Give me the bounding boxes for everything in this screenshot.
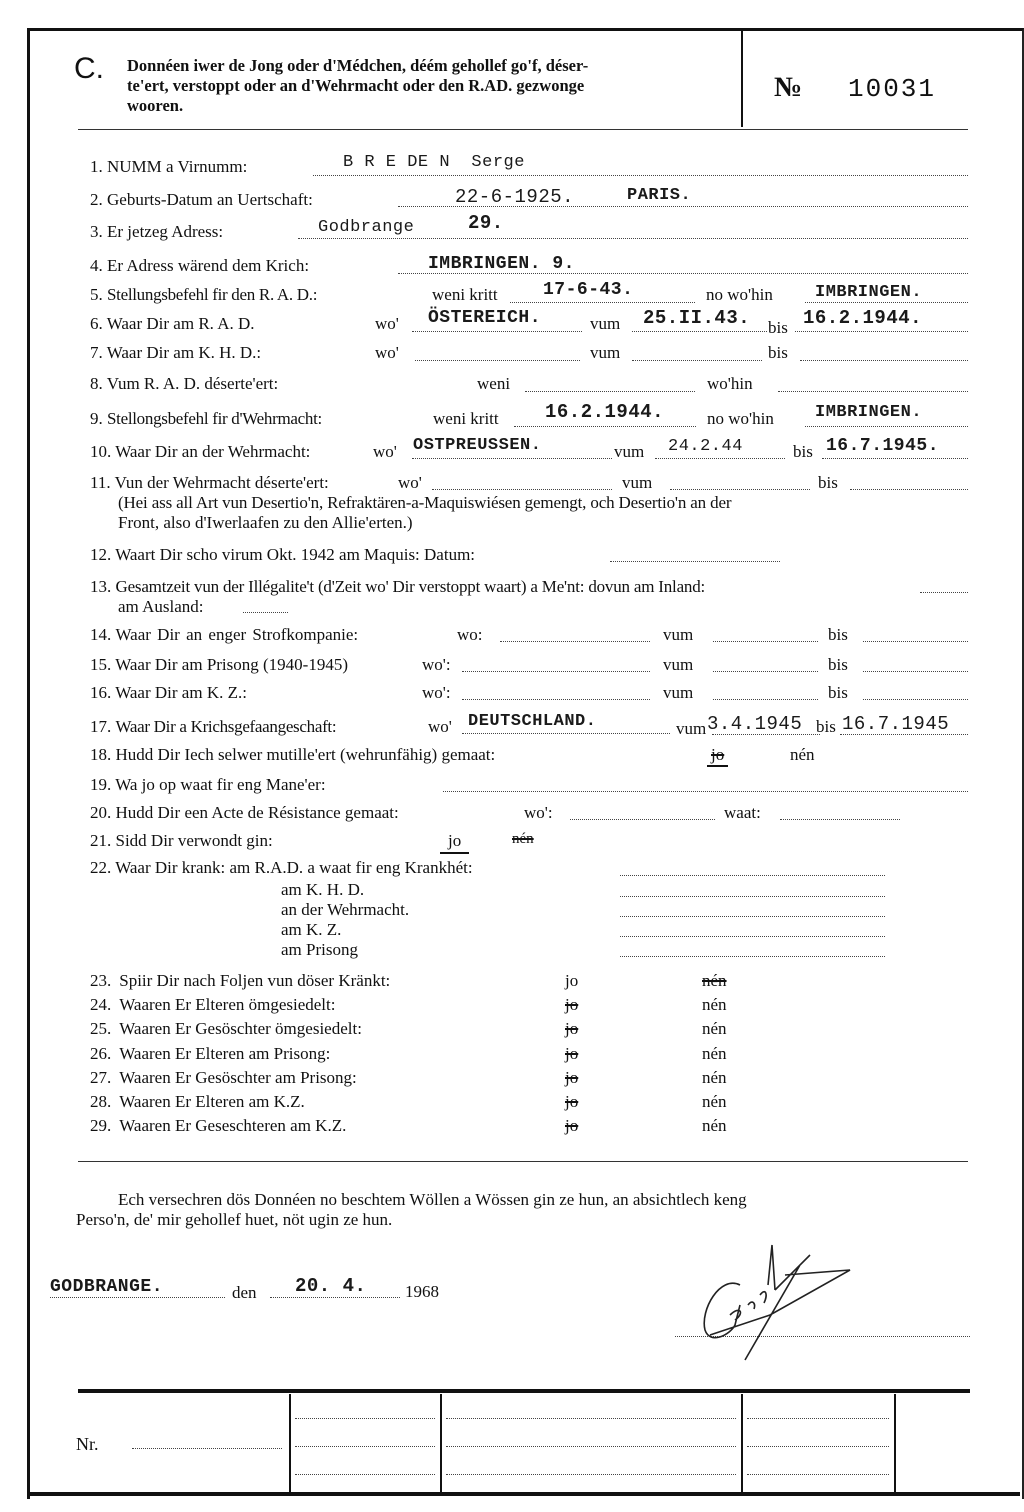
item-number: 21. — [90, 831, 112, 850]
nen-option[interactable]: nén — [702, 971, 727, 990]
item-label: Spiir Dir nach Foljen vun döser Kränkt: — [119, 971, 391, 990]
item-label: Waaren Er Gesöschter ömgesiedelt: — [119, 1019, 362, 1039]
illness-rad-field[interactable] — [620, 875, 885, 876]
section-letter: C. — [74, 52, 104, 85]
footer-field-a3[interactable] — [295, 1474, 435, 1475]
wehrmacht-wo-line — [412, 458, 612, 459]
item-17 — [90, 717, 336, 737]
item-3 — [90, 222, 223, 242]
wehrmacht-wo-value[interactable]: OSTPREUSSEN. — [413, 436, 542, 455]
yes-no-row — [90, 1019, 362, 1039]
rad-desert-when-field[interactable] — [525, 391, 695, 392]
footer-field-c1[interactable] — [747, 1418, 889, 1419]
pow-wo-value[interactable]: DEUTSCHLAND. — [468, 712, 597, 731]
rad-bis-value[interactable]: 16.2.1944. — [803, 307, 923, 329]
wehrmacht-bis-label: bis — [793, 442, 813, 461]
rad-wo-line — [412, 331, 582, 332]
birth-place-value[interactable]: PARIS. — [627, 186, 692, 205]
item-number: 3. — [90, 222, 103, 241]
rad-vum-line — [632, 331, 767, 332]
footer-col-divider-1 — [289, 1394, 291, 1492]
signature-image — [690, 1235, 930, 1365]
jo-option[interactable]: jo — [565, 1067, 579, 1087]
desert-vum-label: vum — [622, 473, 653, 492]
item-number: 9. — [90, 409, 103, 428]
penal-bis-label: bis — [828, 625, 848, 644]
item-label: Waar Dir am R. A. D. — [106, 314, 255, 333]
kz-vum-label: vum — [663, 683, 694, 702]
item-15 — [90, 655, 348, 675]
form-number: 10031 — [848, 74, 937, 104]
item-label: Waaren Er Gesöschter am Prisong: — [119, 1067, 357, 1087]
item-label: Waaren Er Geseschteren am K.Z. — [119, 1116, 347, 1136]
item-18 — [90, 745, 495, 765]
date-line — [270, 1297, 400, 1298]
war-address-value[interactable]: IMBRINGEN. 9. — [428, 254, 575, 274]
number-symbol: № — [774, 72, 803, 103]
yes-no-row — [90, 971, 390, 991]
item-5 — [90, 285, 317, 305]
item-label: Waar Dir am K. Z.: — [115, 683, 247, 702]
item-number: 28. — [90, 1092, 112, 1111]
kz-wo-label: wo': — [422, 683, 451, 702]
khd-vum-field[interactable] — [632, 360, 762, 361]
den-label: den — [232, 1283, 257, 1302]
declaration-line-2: Perso'n, de' mir gehollef huet, nöt ugin ze hun. — [76, 1210, 393, 1229]
wehrmacht-bis-value[interactable]: 16.7.1945. — [826, 436, 940, 456]
yes-no-row — [90, 1044, 330, 1064]
item-label: Waar Dir an enger Strofkompanie: — [115, 625, 359, 644]
rad-desert-where-label: wo'hin — [707, 374, 753, 393]
item-number: 12. — [90, 545, 112, 564]
item-label: Waaren Er Elteren am Prisong: — [119, 1043, 331, 1063]
item-13-abroad-label: am Ausland: — [118, 597, 204, 616]
rad-order-where-label: no wo'hin — [706, 285, 773, 304]
footer-field-b2[interactable] — [446, 1446, 736, 1447]
inland-field[interactable] — [920, 592, 968, 593]
rad-desert-when-label: weni — [477, 374, 511, 393]
maquis-date-field[interactable] — [610, 561, 780, 562]
item-number: 27. — [90, 1067, 112, 1087]
item-number: 17. — [90, 717, 112, 736]
khd-bis-field[interactable] — [800, 360, 968, 361]
yes-no-row — [90, 1116, 346, 1136]
desert-vum-field[interactable] — [670, 489, 810, 490]
rad-order-where-line — [805, 302, 968, 303]
item-number: 2. — [90, 190, 103, 209]
item-4 — [90, 256, 309, 276]
item-label: Waar Dir am Prisong (1940-1945) — [115, 655, 349, 674]
pow-wo-line — [462, 733, 670, 734]
resistance-waat-field[interactable] — [780, 819, 900, 820]
yes-no-row — [90, 1068, 357, 1088]
item-6 — [90, 314, 255, 334]
item-number: 10. — [90, 442, 112, 461]
illness-sub-kz: am K. Z. — [281, 920, 342, 939]
pow-bis-value[interactable]: 16.7.1945 — [842, 713, 950, 735]
penal-wo-field[interactable] — [500, 641, 650, 642]
footer-col-divider-3 — [741, 1394, 743, 1492]
item-12 — [90, 545, 475, 565]
item-number: 19. — [90, 775, 112, 794]
prison-wo-label: wo': — [422, 655, 451, 674]
header-rule — [78, 129, 968, 130]
item-number: 22. — [90, 858, 112, 877]
header-divider — [741, 30, 743, 127]
item-label: Waar Dir am K. H. D.: — [106, 343, 262, 362]
kz-bis-label: bis — [828, 683, 848, 702]
item-label: Wa jo op waat fir eng Mane'er: — [115, 775, 326, 794]
pow-bis-label: bis — [816, 717, 836, 736]
item-label: Stellungsbefehl fir den R. A. D.: — [107, 285, 318, 304]
name-value[interactable]: B R E DE N Serge — [343, 153, 525, 172]
item-number: 29. — [90, 1116, 112, 1136]
illness-khd-field[interactable] — [620, 896, 885, 897]
rad-desert-where-field[interactable] — [778, 391, 968, 392]
mutilation-jo-option[interactable]: jo — [707, 745, 728, 767]
item-16 — [90, 683, 247, 703]
footer-bottom-rule — [28, 1492, 1020, 1496]
item-number: 1. — [90, 157, 103, 176]
item-label: Waart Dir scho virum Okt. 1942 am Maquis: Datum: — [115, 545, 476, 564]
illness-kz-field[interactable] — [620, 936, 885, 937]
jo-option[interactable]: jo — [565, 1019, 579, 1039]
wehrmacht-bis-line — [822, 458, 968, 459]
illness-sub-prison: am Prisong — [281, 940, 358, 959]
penal-vum-label: vum — [663, 625, 694, 644]
footer-field-b3[interactable] — [446, 1474, 736, 1475]
item-19 — [90, 775, 326, 795]
penal-bis-field[interactable] — [863, 641, 968, 642]
rad-wo-label: wo' — [375, 314, 399, 333]
jo-option[interactable]: jo — [565, 1043, 579, 1063]
desert-wo-field[interactable] — [432, 489, 612, 490]
item-number: 7. — [90, 343, 103, 362]
wehrmacht-vum-label: vum — [614, 442, 645, 461]
address-field-line — [298, 238, 968, 239]
nen-option[interactable]: nén — [702, 1067, 727, 1087]
item-number: 24. — [90, 995, 112, 1015]
rad-order-where-value[interactable]: IMBRINGEN. — [815, 283, 923, 302]
item-label: Waaren Er Elteren am K.Z. — [119, 1092, 305, 1111]
nen-option[interactable]: nén — [702, 1043, 727, 1063]
nen-option[interactable]: nén — [702, 1116, 727, 1136]
declaration-rule — [78, 1161, 968, 1162]
footer-field-c2[interactable] — [747, 1446, 889, 1447]
rad-wo-value[interactable]: ÖSTEREICH. — [428, 308, 542, 328]
rad-order-when-line — [510, 302, 695, 303]
rad-vum-value[interactable]: 25.II.43. — [643, 307, 751, 329]
item-label: Gesamtzeit vun der Illégalite't (d'Zeit wo' Dir verstoppt waart) a Me'nt: dovun am Inland: — [115, 577, 706, 596]
item-22 — [90, 858, 473, 878]
footer-field-c3[interactable] — [747, 1474, 889, 1475]
name-field-line — [313, 175, 968, 176]
resistance-wo-label: wo': — [524, 803, 553, 822]
abroad-field[interactable] — [243, 612, 288, 613]
wehrmacht-vum-value[interactable]: 24.2.44 — [668, 437, 743, 456]
mutilation-nen-option[interactable]: nén — [790, 745, 815, 764]
prison-vum-label: vum — [663, 655, 694, 674]
item-number: 15. — [90, 655, 112, 674]
item-number: 6. — [90, 314, 103, 333]
prison-wo-field[interactable] — [462, 671, 650, 672]
wehrmacht-wo-label: wo' — [373, 442, 397, 461]
item-number: 13. — [90, 577, 112, 596]
pow-vum-value[interactable]: 3.4.1945 — [707, 713, 803, 735]
item-number: 26. — [90, 1043, 112, 1063]
illness-sub-wehrmacht: an der Wehrmacht. — [281, 900, 410, 919]
year-value: 1968 — [405, 1282, 439, 1301]
jo-option[interactable]: jo — [565, 971, 579, 990]
item-label: Waaren Er Elteren ömgesiedelt: — [119, 995, 336, 1015]
item-2 — [90, 190, 313, 210]
desertion-note-line-2: Front, also d'Iwerlaafen zu den Allie'erten.) — [118, 513, 413, 532]
place-line — [50, 1297, 225, 1298]
wehrmacht-order-where-label: no wo'hin — [707, 409, 774, 428]
wehrmacht-order-when-line — [514, 426, 696, 427]
item-label: Hudd Dir Iech selwer mutille'ert (wehrunfähig) gemaat: — [115, 745, 496, 764]
item-label: Sidd Dir verwondt gin: — [115, 831, 273, 850]
item-label: Hudd Dir een Acte de Résistance gemaat: — [115, 803, 399, 822]
item-20 — [90, 803, 399, 823]
desert-bis-label: bis — [818, 473, 838, 492]
address-number-value[interactable]: 29. — [468, 212, 504, 234]
item-label: Waar Dir krank: am R.A.D. a waat fir eng Krankhét: — [115, 858, 473, 877]
illness-wehrmacht-field[interactable] — [620, 916, 885, 917]
address-street-value[interactable]: Godbrange — [318, 218, 415, 237]
wounded-nen-option[interactable]: nén — [512, 831, 534, 847]
khd-vum-label: vum — [590, 343, 621, 362]
prison-bis-field[interactable] — [863, 671, 968, 672]
penal-vum-field[interactable] — [713, 641, 818, 642]
rad-bis-line — [795, 331, 968, 332]
illness-prison-field[interactable] — [620, 956, 885, 957]
desert-wo-label: wo' — [398, 473, 422, 492]
illness-sub-khd: am K. H. D. — [281, 880, 365, 899]
rad-order-when-label: weni kritt — [432, 285, 498, 304]
jo-option[interactable]: jo — [565, 1092, 579, 1111]
wehrmacht-order-when-label: weni kritt — [433, 409, 499, 428]
item-7 — [90, 343, 261, 363]
resistance-waat-label: waat: — [724, 803, 761, 822]
prison-bis-label: bis — [828, 655, 848, 674]
item-label: Waar Dir a Krichsgefaangeschaft: — [115, 717, 337, 736]
item-14 — [90, 625, 358, 645]
item-number: 8. — [90, 374, 103, 393]
rad-order-when-value[interactable]: 17-6-43. — [543, 280, 634, 300]
resistance-wo-field[interactable] — [570, 819, 715, 820]
header-title-line-2: te'ert, verstoppt oder an d'Wehrmacht oder den R.AD. gezwonge — [127, 76, 585, 95]
manner-field[interactable] — [443, 791, 968, 792]
item-9 — [90, 409, 322, 429]
khd-wo-label: wo' — [375, 343, 399, 362]
header-title-line-3: wooren. — [127, 96, 184, 115]
yes-no-row — [90, 1092, 305, 1112]
nen-option[interactable]: nén — [702, 1092, 727, 1111]
desert-bis-field[interactable] — [850, 489, 968, 490]
item-number: 14. — [90, 625, 112, 644]
desertion-note-line-1: (Hei ass all Art vun Desertio'n, Refraktären-a-Maquiswiésen gemengt, och Desertio'n an der — [118, 493, 732, 512]
yes-no-row — [90, 995, 335, 1015]
wehrmacht-order-where-value[interactable]: IMBRINGEN. — [815, 403, 923, 422]
item-label: NUMM a Virnumm: — [107, 157, 248, 176]
wehrmacht-order-where-line — [805, 426, 968, 427]
date-value[interactable]: 20. 4. — [295, 1275, 367, 1297]
item-label: Er jetzeg Adress: — [107, 222, 224, 241]
wehrmacht-order-when-value[interactable]: 16.2.1944. — [545, 401, 665, 423]
footer-top-rule — [78, 1389, 970, 1393]
footer-col-divider-4 — [894, 1394, 896, 1492]
header-title-line-1: Donnéen iwer de Jong oder d'Médchen, déém gehollef go'f, déser- — [127, 56, 589, 75]
penal-wo-label: wo: — [457, 625, 483, 644]
place-value[interactable]: GODBRANGE. — [50, 1277, 164, 1297]
item-11 — [90, 473, 329, 493]
kz-vum-field[interactable] — [713, 699, 818, 700]
item-10 — [90, 442, 310, 462]
item-21 — [90, 831, 273, 851]
item-number: 18. — [90, 745, 112, 764]
jo-option[interactable]: jo — [565, 1116, 579, 1136]
wehrmacht-vum-line — [655, 458, 785, 459]
prison-vum-field[interactable] — [713, 671, 818, 672]
item-number: 16. — [90, 683, 112, 702]
footer-nr-field[interactable] — [132, 1448, 282, 1449]
item-number: 23. — [90, 971, 112, 990]
nen-option[interactable]: nén — [702, 1019, 727, 1039]
footer-field-a2[interactable] — [295, 1446, 435, 1447]
item-label: Vum R. A. D. déserte'ert: — [106, 374, 279, 393]
item-label: Waar Dir an der Wehrmacht: — [115, 442, 311, 461]
item-13 — [90, 577, 705, 597]
nen-option[interactable]: nén — [702, 995, 727, 1015]
footer-nr-label: Nr. — [76, 1434, 99, 1454]
item-label: Er Adress wärend dem Krich: — [107, 256, 310, 275]
kz-wo-field[interactable] — [462, 699, 650, 700]
khd-bis-label: bis — [768, 343, 788, 362]
rad-bis-label: bis — [768, 318, 788, 337]
declaration-line-1: Ech versechren dös Donnéen no beschtem Wöllen a Wössen gin ze hun, an absichtlech keng — [118, 1190, 747, 1209]
pow-wo-label: wo' — [428, 717, 452, 736]
item-number: 11. — [90, 473, 111, 492]
jo-option[interactable]: jo — [565, 995, 579, 1015]
item-8 — [90, 374, 278, 394]
pow-vum-label: vum — [676, 719, 707, 738]
item-1 — [90, 157, 247, 177]
footer-field-b1[interactable] — [446, 1418, 736, 1419]
item-number: 25. — [90, 1019, 112, 1039]
item-label: Stellongsbefehl fir d'Wehrmacht: — [107, 409, 322, 428]
item-label: Vun der Wehrmacht déserte'ert: — [114, 473, 329, 492]
wounded-jo-option[interactable]: jo — [440, 831, 469, 854]
khd-wo-field[interactable] — [415, 360, 580, 361]
item-number: 4. — [90, 256, 103, 275]
kz-bis-field[interactable] — [863, 699, 968, 700]
item-number: 20. — [90, 803, 112, 822]
birth-date-value[interactable]: 22-6-1925. — [455, 186, 575, 208]
item-number: 5. — [90, 285, 103, 304]
item-label: Geburts-Datum an Uertschaft: — [107, 190, 313, 209]
footer-col-divider-2 — [440, 1394, 442, 1492]
footer-field-a1[interactable] — [295, 1418, 435, 1419]
rad-vum-label: vum — [590, 314, 621, 333]
